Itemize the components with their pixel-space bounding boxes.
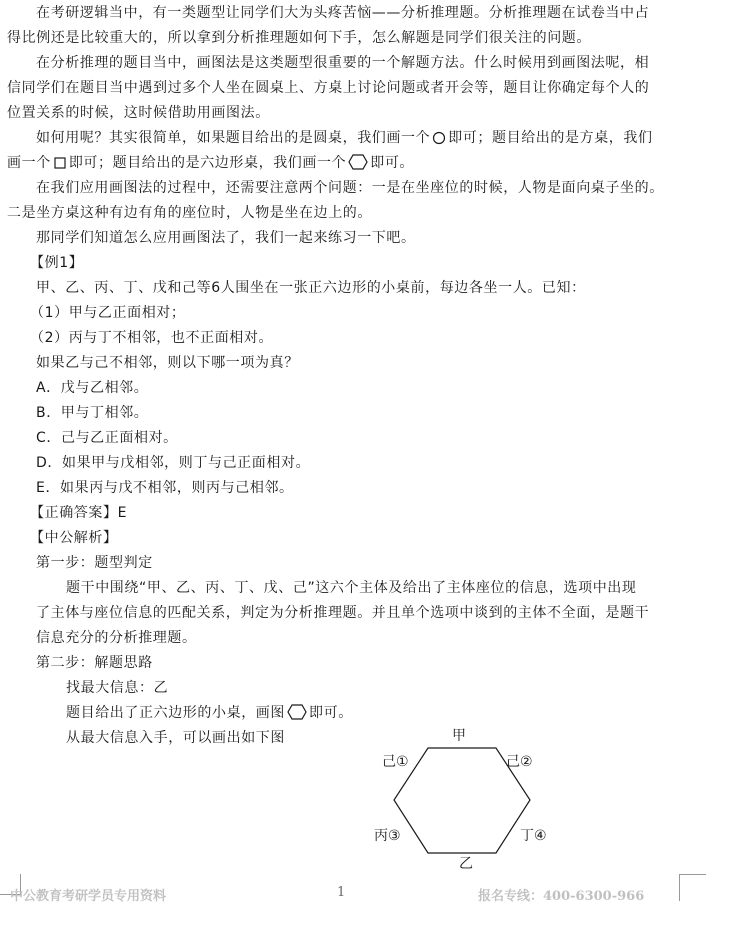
para3-line2-c: 即可。	[370, 155, 415, 171]
step1-title: 第一步：题型判定	[36, 555, 153, 571]
para2-line2: 信同学们在题目当中遇到过多个人坐在圆桌上、方桌上讨论问题或者开会等，题目让你确定每个人的	[7, 80, 650, 96]
para2-line3: 位置关系的时候，这时候借助用画图法。	[7, 105, 270, 121]
seat-bottom-label: 乙	[459, 856, 473, 872]
para1-line2: 得比例还是比较重大的，所以拿到分析推理题如何下手，怎么解题是同学们很关注的问题。	[7, 30, 591, 46]
seat-top-label: 甲	[452, 728, 466, 744]
option-d: D．如果甲与戊相邻，则丁与己正面相对。	[36, 455, 311, 471]
step2-line3: 从最大信息入手，可以画出如下图	[66, 730, 285, 746]
para3-line2-b: 即可；题目给出的是六边形桌，我们画一个	[68, 155, 347, 171]
seat-lower-left-label: 丙③	[374, 828, 401, 844]
step2-title: 第二步：解题思路	[36, 655, 153, 671]
analysis-title: 【中公解析】	[30, 530, 118, 546]
seat-upper-right-label: 己②	[506, 754, 533, 770]
step1-line3: 信息充分的分析推理题。	[36, 630, 197, 646]
para4-line1: 在我们应用画图法的过程中，还需要注意两个问题：一是在坐座位的时候，人物是面向桌子坐的。	[36, 180, 664, 196]
seat-upper-left-label: 己①	[382, 754, 409, 770]
step2-line2	[66, 704, 353, 722]
footer-left-text: 中公教育考研学员专用资料	[10, 889, 167, 904]
para1-line1: 在考研逻辑当中，有一类题型让同学们大为头疼苦恼——分析推理题。分析推理题在试卷当中占	[36, 5, 650, 21]
condition-1: （1）甲与乙正面相对；	[30, 305, 186, 321]
crop-mark-right	[679, 874, 706, 901]
para3-line1-b: 即可；题目给出的是方桌，我们	[448, 130, 653, 146]
option-a: A．戊与乙相邻。	[36, 380, 149, 396]
page-number: 1	[337, 885, 346, 900]
para2-line1: 在分析推理的题目当中，画图法是这类题型很重要的一个解题方法。什么时候用到画图法呢，相	[36, 55, 650, 71]
hexagon-icon	[348, 154, 368, 170]
para3-line1-a: 如何用呢？其实很简单，如果题目给出的是圆桌，我们画一个	[36, 130, 431, 146]
step2-line2-b: 即可。	[309, 705, 353, 721]
seat-lower-right-label: 丁④	[520, 828, 547, 844]
example-stem: 甲、乙、丙、丁、戊和己等6人围坐在一张正六边形的小桌前，每边各坐一人。已知：	[36, 280, 586, 296]
step1-line1: 题干中围绕“甲、乙、丙、丁、戊、己”这六个主体及给出了主体座位的信息，选项中出现	[66, 580, 637, 596]
step1-line2: 了主体与座位信息的匹配关系，判定为分析推理题。并且单个选项中谈到的主体不全面，是题干	[36, 605, 650, 621]
step2-line2-a: 题目给出了正六边形的小桌，画图	[66, 705, 285, 721]
circle-icon	[432, 131, 446, 145]
hexagon-seating-diagram	[360, 722, 560, 872]
para3-line2	[7, 154, 414, 172]
example-title: 【例1】	[30, 255, 84, 271]
correct-answer: 【正确答案】E	[30, 505, 128, 521]
step2-line1: 找最大信息：乙	[66, 680, 169, 696]
footer-hotline: 报名专线：400-6300-966	[478, 889, 645, 904]
option-b: B．甲与丁相邻。	[36, 405, 149, 421]
para5: 那同学们知道怎么应用画图法了，我们一起来练习一下吧。	[36, 230, 416, 246]
para4-line2: 二是坐方桌这种有边有角的座位时，人物是坐在边上的。	[7, 205, 372, 221]
option-e: E．如果丙与戊不相邻，则丙与己相邻。	[36, 480, 294, 496]
para3-line2-a: 画一个	[7, 155, 51, 171]
condition-2: （2）丙与丁不相邻，也不正面相对。	[30, 330, 274, 346]
para3-line1	[36, 129, 653, 147]
hexagon-icon	[287, 704, 307, 720]
square-icon	[53, 156, 67, 170]
option-c: C．己与乙正面相对。	[36, 430, 178, 446]
question: 如果乙与己不相邻，则以下哪一项为真？	[36, 355, 299, 371]
